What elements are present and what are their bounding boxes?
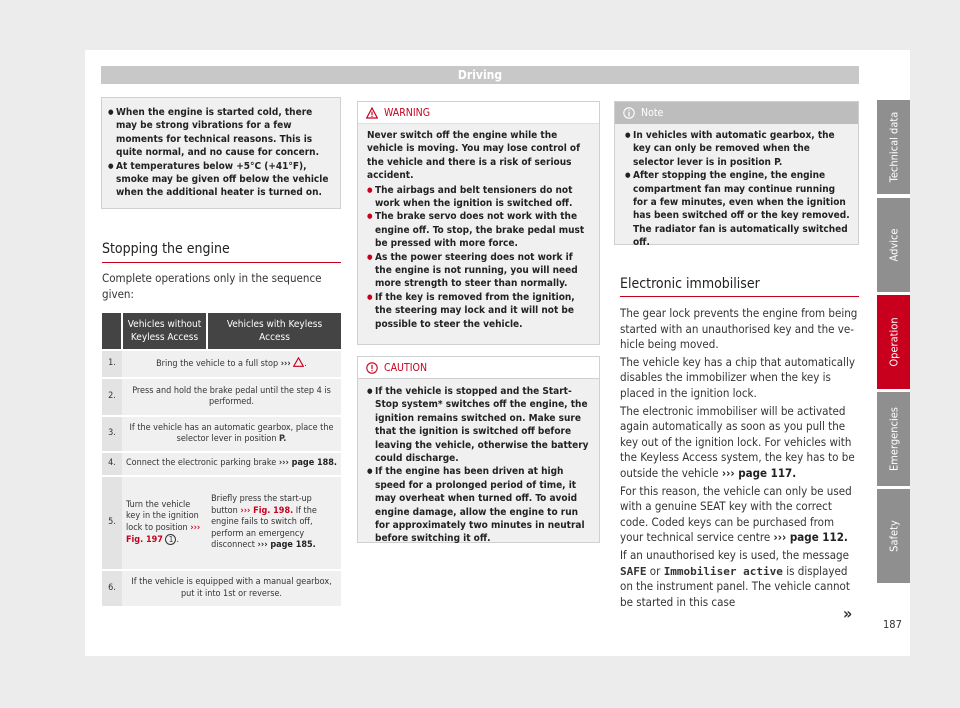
note-item: ● After stopping the engine, the engine compartment fan may continue running for a few minutes, even when the ignition has been switched off or the key removed. The radiator fan is automatically switched off.	[625, 169, 850, 249]
table-cell	[122, 416, 341, 452]
table-cell	[207, 476, 341, 570]
table-row	[102, 570, 341, 606]
tab-label: Operation	[887, 317, 900, 367]
note-title: Note	[641, 107, 664, 119]
cross-ref[interactable]: ››› page 188.	[278, 458, 337, 469]
warning-item: ● The airbags and belt tensioners do not work when the ignition is switched off.	[367, 184, 591, 211]
continue-mark: »	[843, 604, 853, 623]
warning-icon	[366, 107, 378, 119]
tab-label: Emergencies	[887, 407, 900, 471]
note-header	[615, 102, 858, 124]
tab-technical-data[interactable]	[877, 100, 910, 194]
cross-ref[interactable]: ››› page 117.	[721, 465, 797, 480]
section-title: Stopping the engine	[102, 241, 230, 257]
tab-label: Advice	[887, 228, 900, 262]
caution-box	[357, 356, 600, 543]
paragraph: The vehicle key has a chip that automatically disables the immobilizer when the key is placed in the ignition lock.	[620, 354, 856, 400]
cross-ref[interactable]: ››› page 112.	[773, 530, 848, 545]
caution-title: CAUTION	[384, 362, 428, 374]
table-cell: If the vehicle is equipped with a manual gearbox, put it into 1st or reverse.	[122, 570, 341, 606]
paragraph: The gear lock prevents the engine from being started with an unauthorised key and the vehicle being moved.	[620, 306, 858, 352]
paragraph-text: For this reason, the vehicle can only be used with a genuine SEAT key with the correct code. Coded keys can be purchased from your technical service centre	[620, 483, 852, 545]
figure-ref[interactable]: ››› Fig. 197	[126, 522, 201, 545]
section-title: Electronic immobiliser	[620, 276, 760, 292]
warning-box	[357, 101, 600, 345]
paragraph-text: is displayed on the instrument panel. The vehicle cannot be started in this case	[620, 563, 850, 609]
paragraph-text: If an unauthorised key is used, the message	[620, 547, 849, 562]
tab-label: Safety	[887, 520, 900, 552]
cell-bold: P.	[279, 434, 287, 444]
table-row	[102, 476, 341, 570]
step-number: 5.	[102, 476, 122, 570]
tab-advice[interactable]	[877, 198, 910, 292]
section-intro: Complete operations only in the sequence given:	[102, 271, 322, 301]
paragraph	[620, 548, 860, 610]
callout-number: 1	[165, 534, 176, 545]
table-row	[102, 452, 341, 476]
paragraph-text: or	[649, 563, 661, 578]
table-header: Vehicles without Keyless Access	[122, 313, 207, 350]
table-cell: Press and hold the brake pedal until the step 4 is performed.	[122, 378, 341, 416]
tab-emergencies[interactable]	[877, 392, 910, 486]
tab-operation[interactable]	[877, 295, 910, 389]
step-number: 1.	[102, 350, 122, 378]
table-header	[102, 313, 122, 350]
chapter-header: Driving	[101, 66, 859, 84]
table-cell: Bring the vehicle to a full stop ››› .	[122, 350, 341, 378]
step-number: 3.	[102, 416, 122, 452]
caution-header	[358, 357, 599, 379]
step-number: 6.	[102, 570, 122, 606]
table-row	[102, 378, 341, 416]
info-box	[101, 97, 341, 209]
section-underline	[102, 262, 341, 263]
cell-text: Bring the vehicle to a full stop	[156, 359, 279, 370]
note-item: ● In vehicles with automatic gearbox, the key can only be removed when the selector lever is in position P.	[625, 129, 850, 169]
info-item: ● When the engine is started cold, there may be strong vibrations for a few moments for technical reasons. This is quite normal, and no cause for concern.	[108, 106, 334, 160]
caution-icon	[366, 362, 378, 374]
table-cell: Turn the vehicle key in the ignition lock to position ››› Fig. 197 1 .	[122, 476, 207, 570]
cell-text: If the engine fails to switch off, perform an emergency disconnect	[211, 505, 317, 551]
tab-safety[interactable]	[877, 489, 910, 583]
warning-item: ● The brake servo does not work with the engine off. To stop, the brake pedal must be pressed with more force.	[367, 210, 591, 250]
table-row	[102, 350, 341, 378]
cell-text: Connect the electronic parking brake	[126, 458, 277, 469]
table-header: Vehicles with Keyless Access	[207, 313, 341, 350]
warning-intro: Never switch off the engine while the vehicle is moving. You may lose control of the vehicle and there is a risk of serious accident.	[367, 130, 581, 182]
figure-ref[interactable]: ››› Fig. 198.	[240, 505, 294, 516]
tab-label: Technical data	[887, 111, 900, 183]
section-body	[620, 306, 860, 612]
warning-item: ● As the power steering does not work if the engine is not running, you will need more strength to steer than normally.	[367, 251, 591, 291]
warning-triangle-icon	[293, 357, 304, 367]
warning-title: WARNING	[384, 107, 431, 119]
section-underline	[620, 296, 859, 297]
caution-item: ● If the engine has been driven at high speed for a prolonged period of time, it may overheat when turned off. To avoid engine damage, allow the engine to run for approximately two minutes in neutral before switching it off.	[367, 465, 591, 545]
message-safe: SAFE	[620, 564, 647, 578]
cell-text: Briefly press the start-up button	[211, 494, 312, 516]
warning-header	[358, 102, 599, 124]
paragraph	[620, 484, 860, 546]
cell-text: If the vehicle has an automatic gearbox, place the selector lever in position	[129, 422, 334, 444]
cross-ref[interactable]: ›››	[280, 359, 291, 370]
info-icon	[623, 107, 635, 119]
caution-item: ● If the vehicle is stopped and the Start-Stop system* switches off the engine, the ignition remains switched on. Make sure that the ignition is switched off before leaving the vehicle, otherwise the battery could discharge.	[367, 385, 591, 465]
operations-table	[102, 313, 341, 606]
cell-text: Turn the vehicle key in the ignition lock to position	[126, 499, 199, 533]
warning-item: ● If the key is removed from the ignition, the steering may lock and it will not be possible to steer the vehicle.	[367, 291, 591, 331]
page-number: 187	[883, 618, 902, 631]
info-item: ● At temperatures below +5°C (+41°F), smoke may be given off below the vehicle when the additional heater is turned on.	[108, 160, 334, 200]
cross-ref[interactable]: ››› page 185.	[257, 540, 316, 551]
table-row	[102, 416, 341, 452]
paragraph	[620, 404, 860, 482]
message-immobiliser: Immobiliser active	[663, 564, 783, 578]
table-cell	[122, 452, 341, 476]
step-number: 2.	[102, 378, 122, 416]
paragraph-text: The electronic immobiliser will be activated again automatically as soon as you pull the key out of the ignition lock. For vehicles with the Keyless Access system, the key has to be outside the vehicle	[620, 403, 855, 480]
note-box	[614, 101, 859, 249]
step-number: 4.	[102, 452, 122, 476]
